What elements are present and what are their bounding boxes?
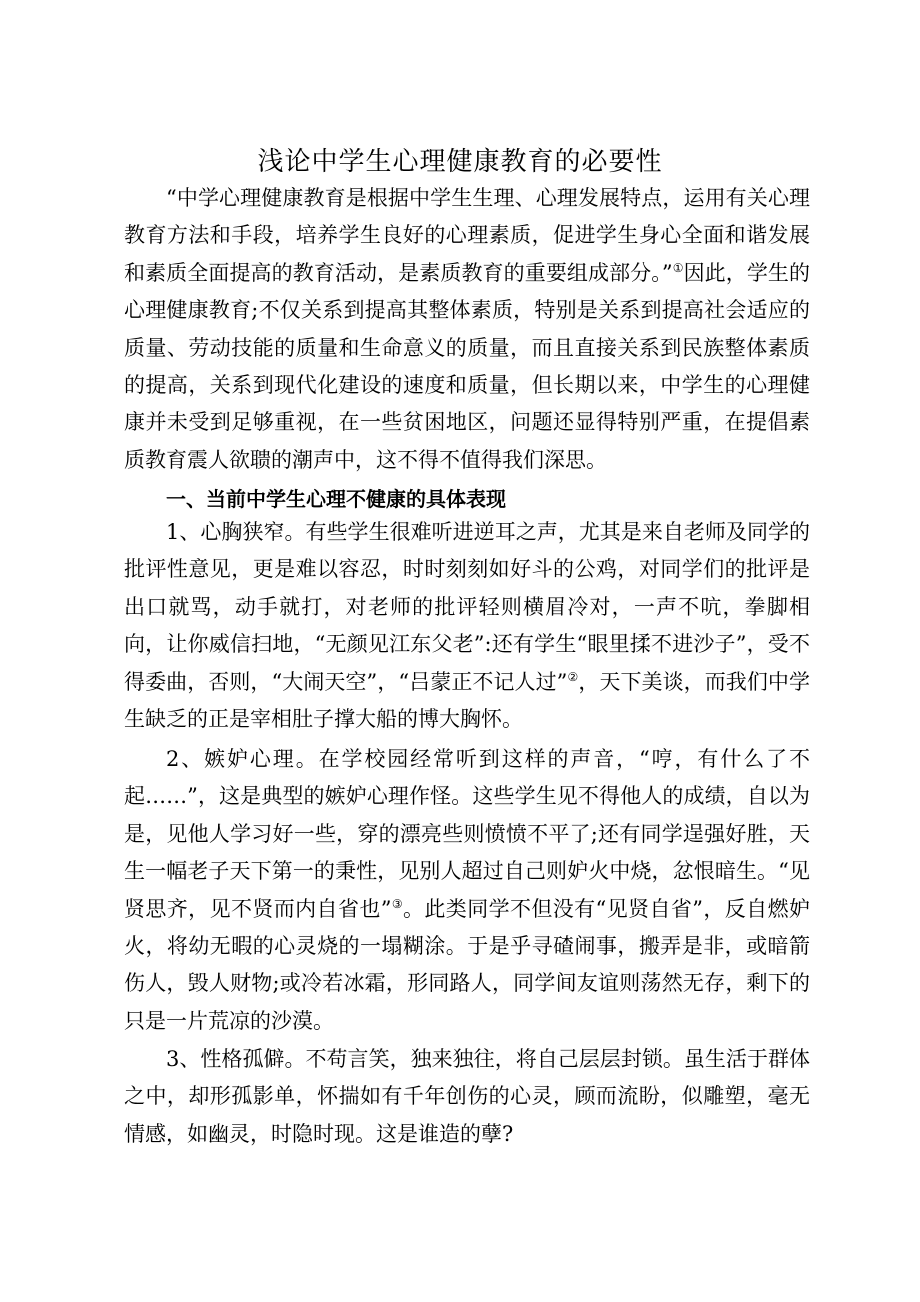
item3-paragraph <box>124 1041 810 1153</box>
intro-text-part1: “中学心理健康教育是根据中学生生理、心理发展特点，运用有关心理教育方法和手段，培养学生良好的心理素质，促进学生身心全面和谐发展和素质全面提高的教育活动，是素质教育的重要组成部分。” <box>124 186 810 285</box>
item1-text-part2: ，天下美谈，而我们中学生缺乏的正是宰相肚子撑大船的博大胸怀。 <box>124 669 810 732</box>
item1-paragraph <box>124 514 810 738</box>
footnote-marker-3: ③ <box>391 896 404 911</box>
item2-text-part1: 2、嫉妒心理。在学校园经常听到这样的声音，“哼，有什么了不起……”，这是典型的嫉妒心理作怪。这些学生见不得他人的成绩，自以为是，见他人学习好一些，穿的漂亮些则愤愤不平了;还有同学逞强好胜，天生一幅老子天下第一的秉性，见别人超过自己则妒火中烧，忿恨暗生。“见贤思齐，见不贤而内自省也” <box>124 747 810 921</box>
document-title: 浅论中学生心理健康教育的必要性 <box>257 147 663 177</box>
item1-text-part1: 1、心胸狭窄。有些学生很难听进逆耳之声，尤其是来自老师及同学的批评性意见，更是难以容忍，时时刻刻如好斗的公鸡，对同学们的批评是出口就骂，动手就打，对老师的批评轻则横眉冷对，一声不吭，拳脚相向，让你威信扫地，“无颜见江东父老”:还有学生“眼里揉不进沙子”，受不得委曲，否则，“大闹天空”，“吕蒙正不记人过” <box>124 520 810 694</box>
intro-text-part2: 因此，学生的心理健康教育;不仅关系到提高其整体素质，特别是关系到提高社会适应的质量、劳动技能的质量和生命意义的质量，而且直接关系到民族整体素质的提高，关系到现代化建设的速度和质量，但长期以来，中学生的心理健康并未受到足够重视，在一些贫困地区，问题还显得特别严重，在提倡素质教育震人欲聩的潮声中，这不得不值得我们深思。 <box>124 260 811 472</box>
footnote-marker-1: ① <box>672 260 684 275</box>
item2-paragraph <box>124 741 810 1040</box>
item2-text-part2: 。此类同学不但没有“见贤自省”，反自燃妒火，将幼无暇的心灵烧的一塌糊涂。于是乎寻碴闹事，搬弄是非，或暗箭伤人，毁人财物;或冷若冰霜，形同路人，同学间友谊则荡然无存，剩下的只是一片荒凉的沙漠。 <box>124 896 810 1033</box>
footnote-marker-2: ② <box>567 669 579 684</box>
item3-text: 3、性格孤僻。不苟言笑，独来独往，将自己层层封锁。虽生活于群体之中，却形孤影单，怀揣如有千年创伤的心灵，顾而流盼，似雕塑，毫无情感，如幽灵，时隐时现。这是谁造的孽? <box>124 1047 810 1146</box>
intro-paragraph <box>124 180 810 479</box>
section-heading: 一、当前中学生心理不健康的具体表现 <box>166 487 506 511</box>
